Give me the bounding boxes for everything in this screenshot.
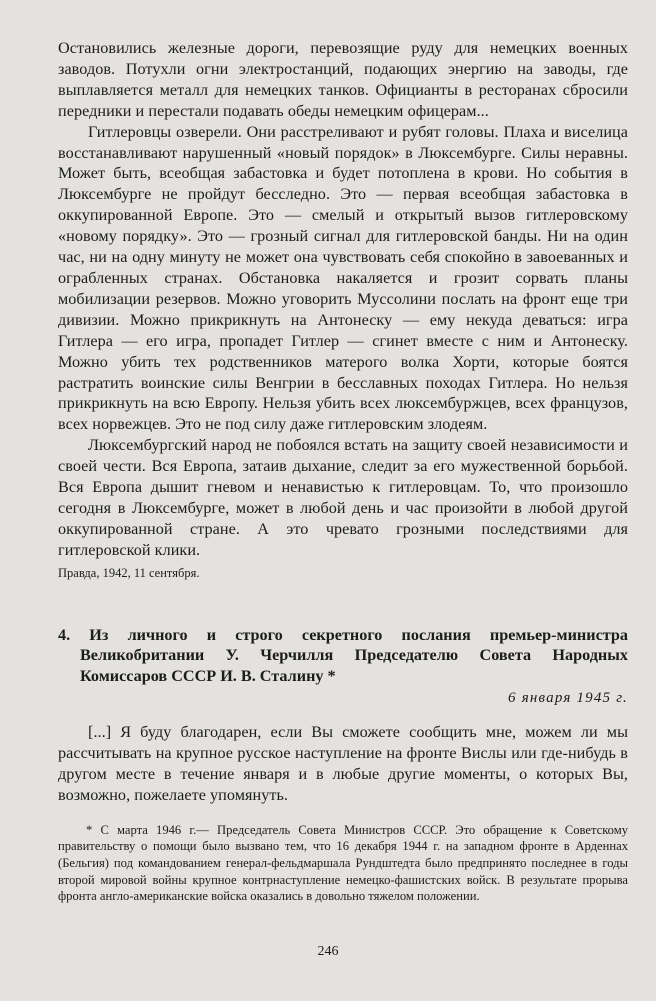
paragraph-luxembourg-people: Люксембургский народ не побоялся встать на защиту своей независимости и своей чести. Вся Европа, затаив дыхание, следит за его мужественной борьбой. Вся Европа дышит гневом и ненавистью к гитлеровцам. То, что произошло сегодня в Люксембурге, может в любой день и час произойти в любой другой оккупированной стране. А это чревато грозными последствиями для гитлеровской клики. <box>58 436 628 559</box>
source-citation: Правда, 1942, 11 сентября. <box>58 565 200 580</box>
section-heading: 4. Из личного и строго секретного послания премьер-министра Великобритании У. Черчилля Председателю Совета Народных Комиссаров СССР И. В. Сталину * <box>58 625 628 685</box>
letter-text: [...] Я буду благодарен, если Вы сможете сообщить мне, можем ли мы рассчитывать на крупное русское наступление на фронте Вислы или где-нибудь в другом месте в течение января и в любые другие моменты, о которых Вы, возможно, пожелаете упомянуть. <box>58 723 628 804</box>
page-number: 246 <box>317 944 339 959</box>
document-date: 6 января 1945 г. <box>508 690 628 707</box>
paragraph-railways: Остановились железные дороги, перевозящие руду для немецких военных заводов. Потухли огни электростанций, подающих энергию на заводы, где выплавляется металл для немецких танков. Официанты в ресторанах сбросили передники и перестали подавать обеды немецким офицерам... <box>58 39 628 120</box>
paragraph-hitlerites: Гитлеровцы озверели. Они расстреливают и рубят головы. Плаха и виселица восстанавливают нарушенный «новый порядок» в Люксембурге. Силы неравны. Может быть, всеобщая забастовка и будет потоплена в крови. Но события в Люксембурге не пройдут бесследно. Это — первая всеобщая забастовка в оккупированной Европе. Это — смелый и открытый вызов гитлеровскому «новому порядку». Это — грозный сигнал для гитлеровской банды. Ни на один час, ни на одну минуту не может она чувствовать себя спокойно в завоеванных и ограбленных странах. Обстановка накаляется и грозит сорвать планы мобилизации резервов. Можно уговорить Муссолини послать на фронт еще три дивизии. Можно прикрикнуть на Антонеску — ему некуда деваться: игра Гитлера — его игра, пропадет Гитлер — сгинет вместе с ним и Антонеску. Можно убить тех родственников матерого волка Хорти, которые боятся растратить воинские силы Венгрии в бесславных походах Гитлера. Но нельзя прикрикнуть на всю Европу. Нельзя убить всех люксембуржцев, всех французов, всех норвежцев. Это не под силу даже гитлеровским злодеям. <box>58 122 628 434</box>
footnote: * С марта 1946 г.— Председатель Совета Министров СССР. Это обращение к Советскому правительству о помощи было вызвано тем, что 16 декабря 1944 г. на западном фронте в Арденнах (Бельгия) под командованием генерал-фельдмаршала Рундштедта было предпринято последнее в годы второй мировой войны крупное контрнаступление немецко-фашистских войск. В результате прорыва фронта англо-американские войска оказались в довольно тяжелом положении. <box>58 822 628 904</box>
